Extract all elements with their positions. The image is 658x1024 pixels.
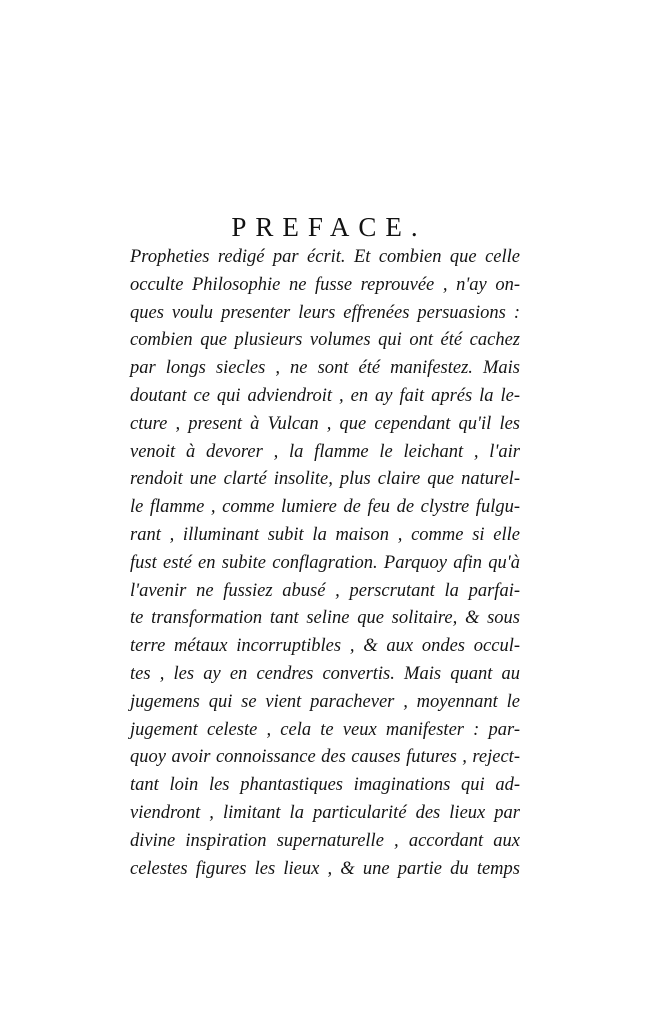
text-line: le flamme , comme lumiere de feu de clystre fulgu- (130, 497, 520, 518)
running-head: PREFACE. (231, 212, 427, 242)
text-line: tes , les ay en cendres convertis. Mais quant au (130, 663, 520, 684)
text-line: jugemens qui se vient parachever , moyennant le (130, 691, 520, 712)
text-line: l'avenir ne fussiez abusé , perscrutant la parfai- (130, 580, 520, 601)
text-line: rant , illuminant subit la maison , comme si elle (130, 524, 520, 545)
text-line: viendront , limitant la particularité des lieux par (130, 802, 520, 823)
text-line: combien que plusieurs volumes qui ont été cachez (130, 330, 520, 351)
text-line: rendoit une clarté insolite, plus claire que naturel- (130, 469, 520, 490)
text-line: celestes figures les lieux , & une partie du temps (130, 858, 520, 879)
body-text (130, 244, 520, 883)
text-line: quoy avoir connoissance des causes futures , reject- (130, 747, 520, 768)
text-line: Propheties redigé par écrit. Et combien que celle (130, 247, 520, 267)
text-line: fust esté en subite conflagration. Parquoy afin qu'à (130, 552, 520, 573)
text-line: divine inspiration supernaturelle , accordant aux (130, 830, 520, 851)
text-line: venoit à devorer , la flamme le leichant , l'air (130, 441, 520, 462)
text-line: doutant ce qui adviendroit , en ay fait aprés la le- (130, 385, 520, 406)
text-line: par longs siecles , ne sont été manifestez. Mais (130, 358, 520, 379)
text-line: jugement celeste , cela te veux manifester : par- (130, 719, 520, 740)
text-line: cture , present à Vulcan , que cependant qu'il les (130, 413, 520, 434)
text-line: occulte Philosophie ne fusse reprouvée , n'ay on- (130, 274, 520, 295)
text-line: tant loin les phantastiques imaginations qui ad- (130, 775, 520, 796)
text-line: ques voulu presenter leurs effrenées persuasions : (130, 302, 520, 323)
text-line: terre métaux incorruptibles , & aux ondes occul- (130, 636, 520, 657)
text-line: te transformation tant seline que solitaire, & sous (130, 608, 520, 629)
